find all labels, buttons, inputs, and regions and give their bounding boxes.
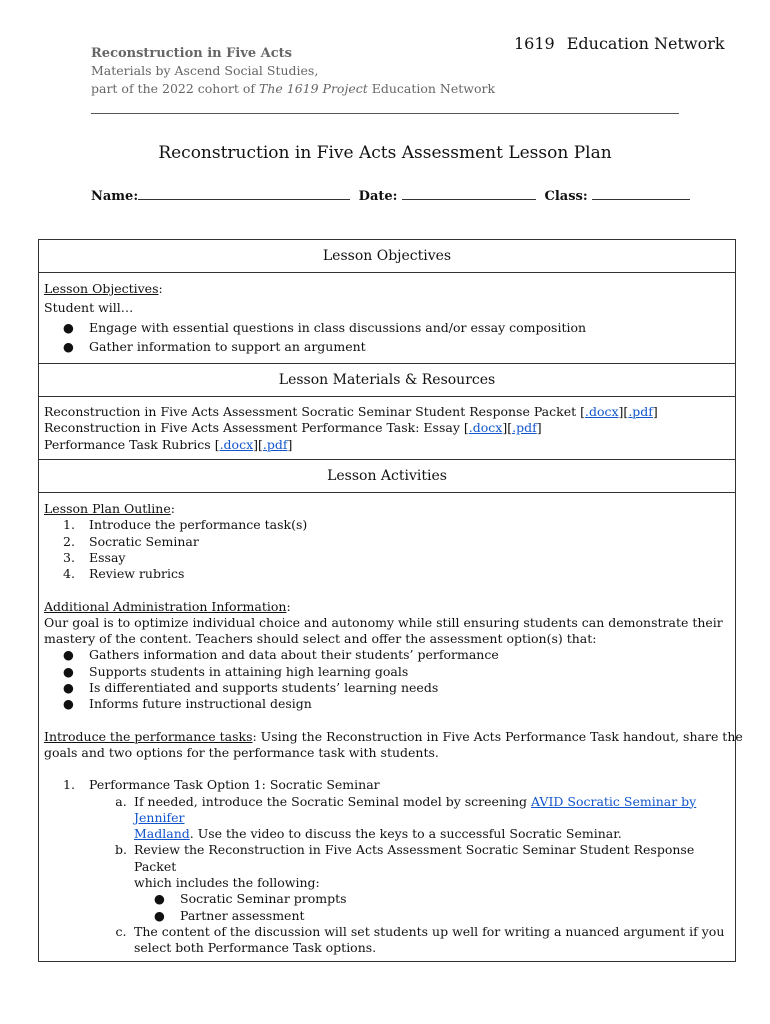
header-credit-line: Materials by Ascend Social Studies, <box>91 63 319 78</box>
material-row: Reconstruction in Five Acts Assessment Socratic Seminar Student Response Packet [.docx][.pdf] <box>44 404 658 420</box>
list-item: 1. Performance Task Option 1: Socratic Seminar <box>63 777 380 793</box>
date-label: Date: <box>358 189 398 204</box>
list-item: ● Informs future instructional design <box>63 696 312 712</box>
list-item: 1. Introduce the performance task(s) <box>63 517 308 533</box>
header-cohort-line: part of the 2022 cohort of The 1619 Project Education Network <box>91 81 496 96</box>
list-item: 2. Socratic Seminar <box>63 533 199 549</box>
docx-link[interactable]: .docx <box>219 436 254 452</box>
list-item: ● Supports students in attaining high learning goals <box>63 663 409 679</box>
date-blank[interactable] <box>402 188 536 200</box>
list-item: 3. Essay <box>63 549 126 565</box>
lesson-plan-table <box>38 239 743 962</box>
materials-section <box>39 397 735 460</box>
class-label: Class: <box>544 189 588 204</box>
avid-video-link[interactable]: AVID Socratic Seminar by Jennifer <box>134 793 697 825</box>
list-item: ● Socratic Seminar prompts <box>154 891 347 907</box>
name-blank[interactable] <box>138 188 350 200</box>
activities-heading: Lesson Activities <box>39 460 735 493</box>
objectives-section: Lesson Objectives: Student will… ● Engage with essential questions in class discussions and/or essay composition ● Gather information to support an argument <box>39 273 735 364</box>
list-item: 4. Review rubrics <box>63 566 185 582</box>
material-row: Performance Task Rubrics [.docx][.pdf] <box>44 436 293 452</box>
list-item: ● Partner assessment <box>154 907 305 923</box>
pdf-link[interactable]: .pdf <box>262 436 288 452</box>
list-item: c. The content of the discussion will set students up well for writing a nuanced argument if you select both Performance Task options. <box>115 923 725 956</box>
class-blank[interactable] <box>592 188 690 200</box>
docx-link[interactable]: .docx <box>584 404 619 420</box>
avid-video-link-cont[interactable]: Madland <box>134 826 190 842</box>
header-title: Reconstruction in Five Acts <box>91 46 293 61</box>
network-logo: 1619 Education Network <box>514 34 725 53</box>
list-item: ● Gather information to support an argument <box>63 338 366 354</box>
material-row: Reconstruction in Five Acts Assessment Performance Task: Essay [.docx][.pdf] <box>44 420 542 436</box>
list-item: ● Engage with essential questions in class discussions and/or essay composition <box>63 319 587 335</box>
header-divider <box>91 113 679 114</box>
list-item: ● Is differentiated and supports students’ learning needs <box>63 680 439 696</box>
list-item: b. Review the Reconstruction in Five Acts Assessment Socratic Seminar Student Response Packet which includes the following: <box>115 842 695 891</box>
docx-link[interactable]: .docx <box>468 420 503 436</box>
list-item: a. If needed, introduce the Socratic Seminal model by screening AVID Socratic Seminar by Jennifer Madland. Use the video to discuss the keys to a successful Socratic Seminar. <box>115 793 697 842</box>
activities-section: Lesson Plan Outline: 1. Introduce the performance task(s) 2. Socratic Seminar 3. Essay 4. Review rubrics Additional Administration Information: Our goal is to optimize individual choice and autonomy while still ensuring students can demonstrate their mastery of the content. Teachers should select and offer the assessment option(s) that: ● Gathers information and data about their students’ performance ● Supports students in attaining high learning goals ● Is differentiated and supports students’ learning needs ● Informs future instructional design Introduce the performance tasks: Using the Reconstruction in Five Acts Performance Task handout, share the goals and two options for the performance task with students. 1. Performance Task Option 1: Socratic Seminar a. If needed, introduce the Socratic Seminal model by screening AVID Socratic Seminar by Jennifer Madland. Use the video to discuss the keys to a successful Socratic Seminar. b. Review the Reconstruction in Five Acts Assessment Socratic Seminar Student Response Packet which includes the following: ● Socratic Seminar prompts ● Partner assessment c. The content of the discussion will set students up well for writing a nuanced argument if you select both Performance Task options. <box>44 501 743 956</box>
name-label: Name: <box>91 189 139 204</box>
page-title: Reconstruction in Five Acts Assessment Lesson Plan <box>158 143 612 163</box>
materials-heading: Lesson Materials & Resources <box>39 364 735 397</box>
objectives-heading: Lesson Objectives <box>39 240 735 273</box>
student-info-fields <box>91 188 690 204</box>
pdf-link[interactable]: .pdf <box>512 420 537 436</box>
list-item: ● Gathers information and data about their students’ performance <box>63 647 499 663</box>
pdf-link[interactable]: .pdf <box>628 404 653 420</box>
